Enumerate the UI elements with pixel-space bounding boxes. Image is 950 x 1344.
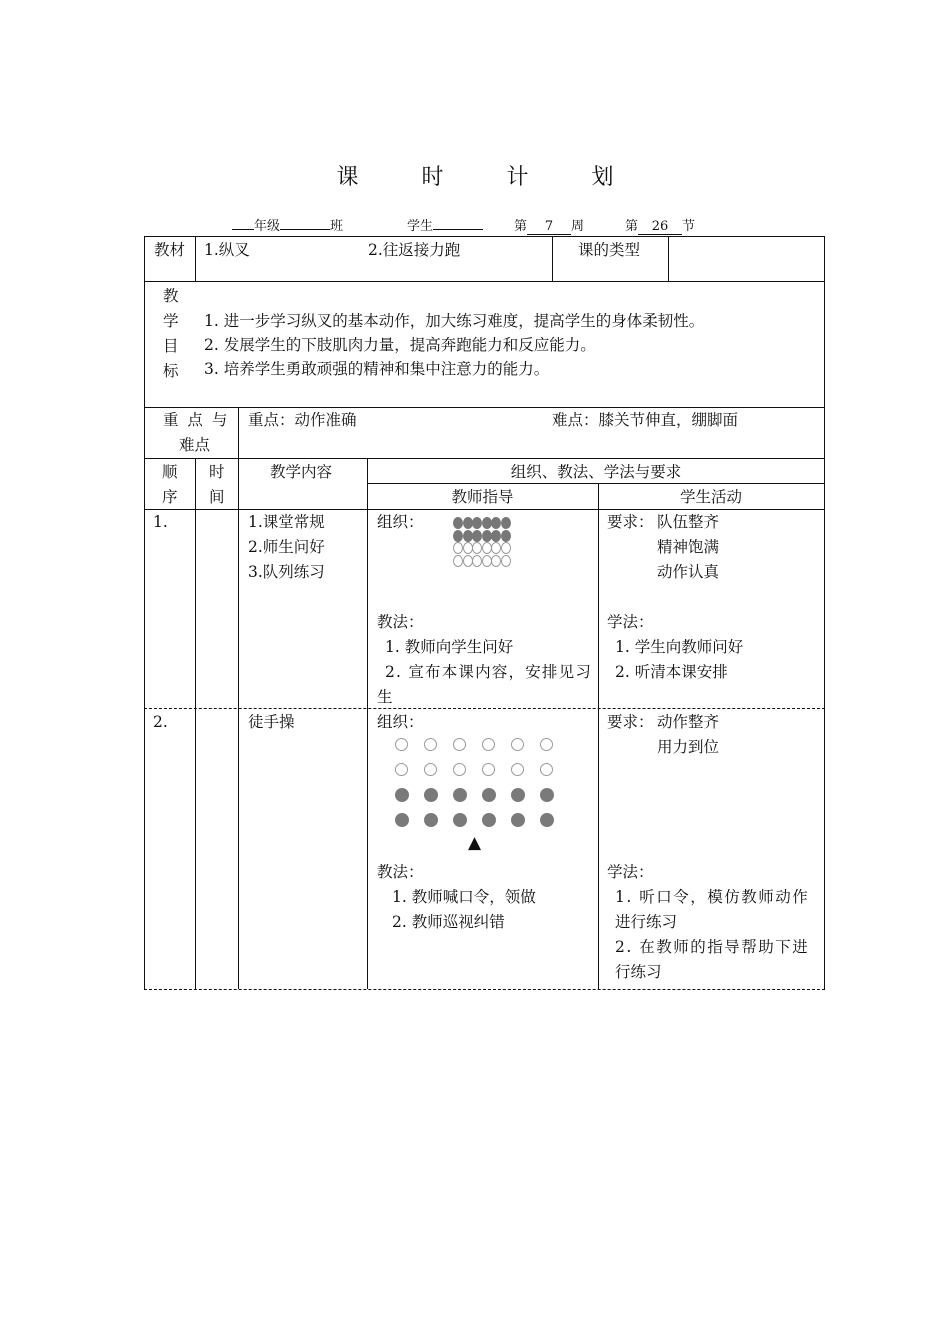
org-label: 组织： — [377, 513, 424, 531]
method-item: 生 — [377, 688, 393, 706]
method-item: 1. 教师喊口令，领做 — [392, 888, 536, 906]
week-field: 第 7 周 — [514, 219, 585, 234]
col-order-2: 序 — [162, 488, 178, 506]
student-marker-filled — [453, 788, 467, 802]
study-item: 1. 听口令，模仿教师动作 — [615, 888, 810, 906]
student-marker-filled — [491, 517, 501, 529]
method-label: 教法： — [377, 613, 424, 631]
student-marker-filled — [424, 788, 438, 802]
student-marker-filled — [540, 788, 554, 802]
table-border-right — [824, 236, 825, 989]
student-marker-filled — [453, 813, 467, 827]
student-marker-filled — [511, 813, 525, 827]
keys-label: 重 点 与 — [163, 411, 230, 429]
grade-field: 年级 班 — [232, 215, 343, 234]
student-marker-filled — [395, 788, 409, 802]
student-marker-empty — [482, 555, 492, 567]
require-item: 队伍整齐 — [657, 513, 720, 531]
col-teacher: 教师指导 — [451, 488, 514, 506]
page-title: 课 时 计 划 — [336, 165, 642, 190]
student-marker-filled — [463, 530, 473, 542]
method-item: 1. 教师向学生问好 — [385, 638, 514, 656]
col-divider — [238, 407, 239, 989]
col-content: 教学内容 — [270, 463, 333, 481]
goals-label-char: 标 — [163, 362, 179, 380]
student-marker-empty — [482, 542, 492, 554]
row-divider — [144, 458, 825, 459]
require-label: 要求： — [607, 513, 654, 531]
student-marker-empty — [491, 555, 501, 567]
student-marker-filled — [501, 517, 511, 529]
student-marker-filled — [491, 530, 501, 542]
student-marker-empty — [511, 763, 524, 776]
method-item: 2. 宣布本课内容，安排见习 — [385, 663, 593, 681]
student-marker-empty — [424, 738, 437, 751]
col-time-2: 间 — [209, 488, 225, 506]
student-marker-filled — [472, 517, 482, 529]
goal-item: 2. 发展学生的下肢肌肉力量，提高奔跑能力和反应能力。 — [204, 336, 596, 354]
goal-item: 1. 进一步学习纵叉的基本动作，加大练习难度，提高学生的身体柔韧性。 — [204, 312, 705, 330]
student-marker-empty — [453, 763, 466, 776]
goals-label-char: 学 — [163, 312, 179, 330]
col-divider — [598, 483, 599, 989]
student-marker-empty — [453, 738, 466, 751]
method-label: 教法： — [377, 863, 424, 881]
table-border-top — [144, 236, 825, 237]
col-divider — [552, 236, 553, 281]
student-marker-empty — [501, 542, 511, 554]
method-item: 2. 教师巡视纠错 — [392, 913, 505, 931]
lesson-field: 第 26 节 — [625, 219, 696, 234]
study-label: 学法： — [607, 863, 654, 881]
student-marker-empty — [491, 542, 501, 554]
goal-item: 3. 培养学生勇敢顽强的精神和集中注意力的能力。 — [204, 360, 550, 378]
student-marker-empty — [424, 763, 437, 776]
student-marker-filled — [453, 530, 463, 542]
col-divider — [195, 236, 196, 281]
table-border-left — [144, 236, 145, 989]
formation-diagram-small — [453, 517, 513, 569]
col-student: 学生活动 — [679, 488, 742, 506]
study-label: 学法： — [607, 613, 654, 631]
student-marker-filled — [511, 788, 525, 802]
student-marker-empty — [472, 555, 482, 567]
student-marker-filled — [482, 517, 492, 529]
material-item-2: 2.往返接力跑 — [368, 241, 461, 259]
col-order: 顺 — [162, 463, 178, 481]
student-marker-filled — [482, 788, 496, 802]
student-marker-filled — [463, 517, 473, 529]
student-marker-empty — [501, 555, 511, 567]
student-marker-filled — [482, 813, 496, 827]
table-border-bottom — [144, 989, 825, 990]
study-item: 进行练习 — [615, 913, 678, 931]
student-marker-empty — [395, 763, 408, 776]
student-marker-empty — [395, 738, 408, 751]
student-marker-empty — [482, 738, 495, 751]
student-marker-empty — [540, 763, 553, 776]
student-marker-filled — [540, 813, 554, 827]
material-item-1: 1.纵叉 — [204, 241, 250, 259]
teacher-triangle-icon: ▲ — [468, 833, 482, 853]
key-point: 重点：动作准确 — [248, 411, 357, 429]
section-divider — [144, 708, 825, 709]
content-item: 3.队列练习 — [248, 563, 325, 581]
study-item: 2. 在教师的指导帮助下进 — [615, 938, 810, 956]
section-order: 1. — [153, 513, 168, 531]
material-label: 教材 — [154, 241, 186, 259]
col-divider — [195, 458, 196, 989]
student-marker-empty — [453, 542, 463, 554]
section-order: 2. — [153, 713, 168, 731]
content-item: 徒手操 — [248, 713, 295, 731]
student-marker-empty — [472, 542, 482, 554]
require-item: 动作认真 — [657, 563, 720, 581]
require-label: 要求： — [607, 713, 654, 731]
student-marker-empty — [463, 555, 473, 567]
col-group-header: 组织、教法、学法与要求 — [510, 463, 682, 481]
col-divider — [367, 458, 368, 989]
student-marker-empty — [453, 555, 463, 567]
require-item: 用力到位 — [657, 738, 720, 756]
study-item: 2. 听清本课安排 — [615, 663, 728, 681]
study-item: 1. 学生向教师问好 — [615, 638, 744, 656]
student-marker-filled — [453, 517, 463, 529]
col-time: 时 — [209, 463, 225, 481]
student-marker-empty — [540, 738, 553, 751]
student-marker-filled — [395, 813, 409, 827]
col-divider — [668, 236, 669, 281]
require-item: 精神饱满 — [657, 538, 720, 556]
difficult-point: 难点：膝关节伸直，绷脚面 — [552, 411, 739, 429]
lesson-type-label: 课的类型 — [578, 241, 641, 259]
student-marker-filled — [472, 530, 482, 542]
student-marker-empty — [463, 542, 473, 554]
student-marker-filled — [501, 530, 511, 542]
content-item: 2.师生问好 — [248, 538, 325, 556]
require-item: 动作整齐 — [657, 713, 720, 731]
student-marker-filled — [482, 530, 492, 542]
student-marker-filled — [424, 813, 438, 827]
study-item: 行练习 — [615, 963, 662, 981]
row-divider — [144, 281, 825, 282]
goals-label-char: 目 — [163, 337, 179, 355]
org-label: 组织： — [377, 713, 424, 731]
keys-label-2: 难点 — [179, 436, 211, 454]
goals-label-char: 教 — [163, 287, 179, 305]
student-marker-empty — [511, 738, 524, 751]
student-field: 学生 — [407, 215, 483, 234]
student-marker-empty — [482, 763, 495, 776]
content-item: 1.课堂常规 — [248, 513, 325, 531]
